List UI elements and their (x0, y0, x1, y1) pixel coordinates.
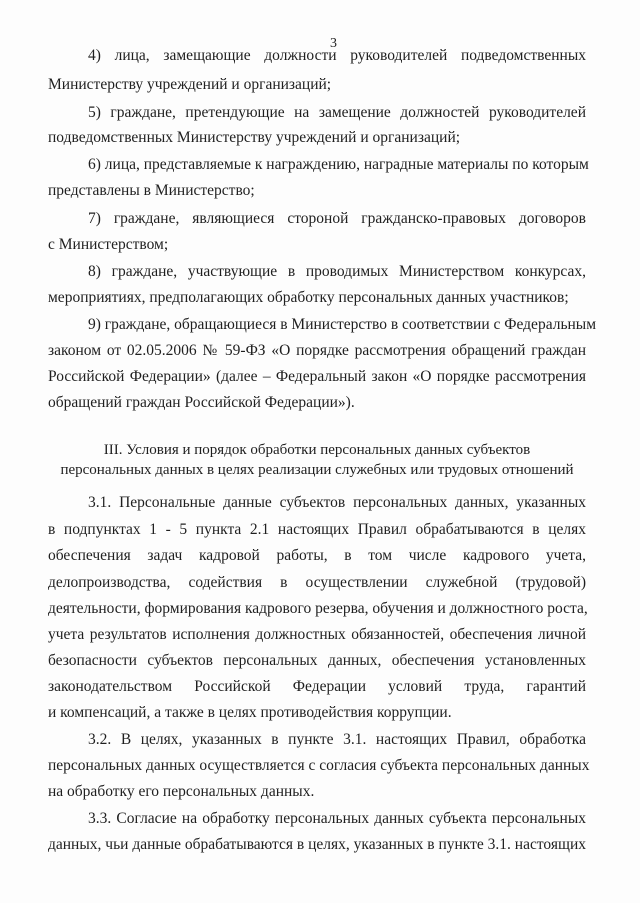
para-3-1-line-6: учета результатов исполнения должностных обязанностей, обеспечения личной (48, 626, 586, 643)
para-3-2-line-2: персональных данных осуществляется с согласия субъекта персональных данных (48, 757, 590, 774)
para-3-1-line-1: 3.1. Персональные данные субъектов персональных данных, указанных (88, 494, 586, 511)
list-item-4-line-1: 4) лица, замещающие должности руководителей подведомственных (88, 47, 586, 64)
list-item-5-line-1: 5) граждане, претендующие на замещение должностей руководителей (88, 104, 586, 121)
para-3-3-line-2: данных, чьи данные обрабатываются в целях, указанных в пункте 3.1. настоящих (48, 836, 586, 853)
list-item-7-line-2: с Министерством; (48, 236, 169, 253)
list-item-5-line-2: подведомственных Министерству учреждений и организаций; (48, 129, 461, 146)
para-3-1-line-5: деятельности, формирования кадрового резерва, обучения и должностного роста, (48, 600, 588, 617)
para-3-1-line-7: безопасности субъектов персональных данных, обеспечения установленных (48, 652, 586, 669)
para-3-2-line-3: на обработку его персональных данных. (48, 783, 315, 800)
list-item-9-line-4: обращений граждан Российской Федерации»). (48, 394, 355, 411)
section-title-line-2: персональных данных в целях реализации служебных или трудовых отношений (60, 462, 574, 478)
list-item-7-line-1: 7) граждане, являющиеся стороной гражданско-правовых договоров (88, 210, 586, 227)
para-3-2-line-1: 3.2. В целях, указанных в пункте 3.1. настоящих Правил, обработка (88, 731, 586, 748)
para-3-1-line-8: законодательством Российской Федерации условий труда, гарантий (48, 678, 586, 695)
list-item-9-line-2: законом от 02.05.2006 № 59-ФЗ «О порядке рассмотрения обращений граждан (48, 342, 586, 359)
list-item-9-line-1: 9) граждане, обращающиеся в Министерство в соответствии с Федеральным (88, 316, 597, 333)
list-item-4-line-2: Министерству учреждений и организаций; (48, 76, 332, 93)
para-3-3-line-1: 3.3. Согласие на обработку персональных данных субъекта персональных (88, 810, 586, 827)
list-item-9-line-3: Российской Федерации» (далее – Федеральный закон «О порядке рассмотрения (48, 368, 586, 385)
para-3-1-line-4: делопроизводства, содействия в осуществлении служебной (трудовой) (48, 574, 586, 591)
section-title-line-1: III. Условия и порядок обработки персональных данных субъектов (103, 442, 531, 458)
list-item-8-line-1: 8) граждане, участвующие в проводимых Министерством конкурсах, (88, 263, 586, 280)
para-3-1-line-9: и компенсаций, а также в целях противодействия коррупции. (48, 704, 452, 721)
list-item-8-line-2: мероприятиях, предполагающих обработку персональных данных участников; (48, 289, 569, 306)
para-3-1-line-3: обеспечения задач кадровой работы, в том числе кадрового учета, (48, 547, 586, 564)
list-item-6-line-1: 6) лица, представляемые к награждению, наградные материалы по которым (88, 156, 589, 173)
para-3-1-line-2: в подпунктах 1 - 5 пункта 2.1 настоящих Правил обрабатываются в целях (48, 521, 586, 538)
page-number: 3 (330, 36, 337, 51)
list-item-6-line-2: представлены в Министерство; (48, 182, 255, 199)
